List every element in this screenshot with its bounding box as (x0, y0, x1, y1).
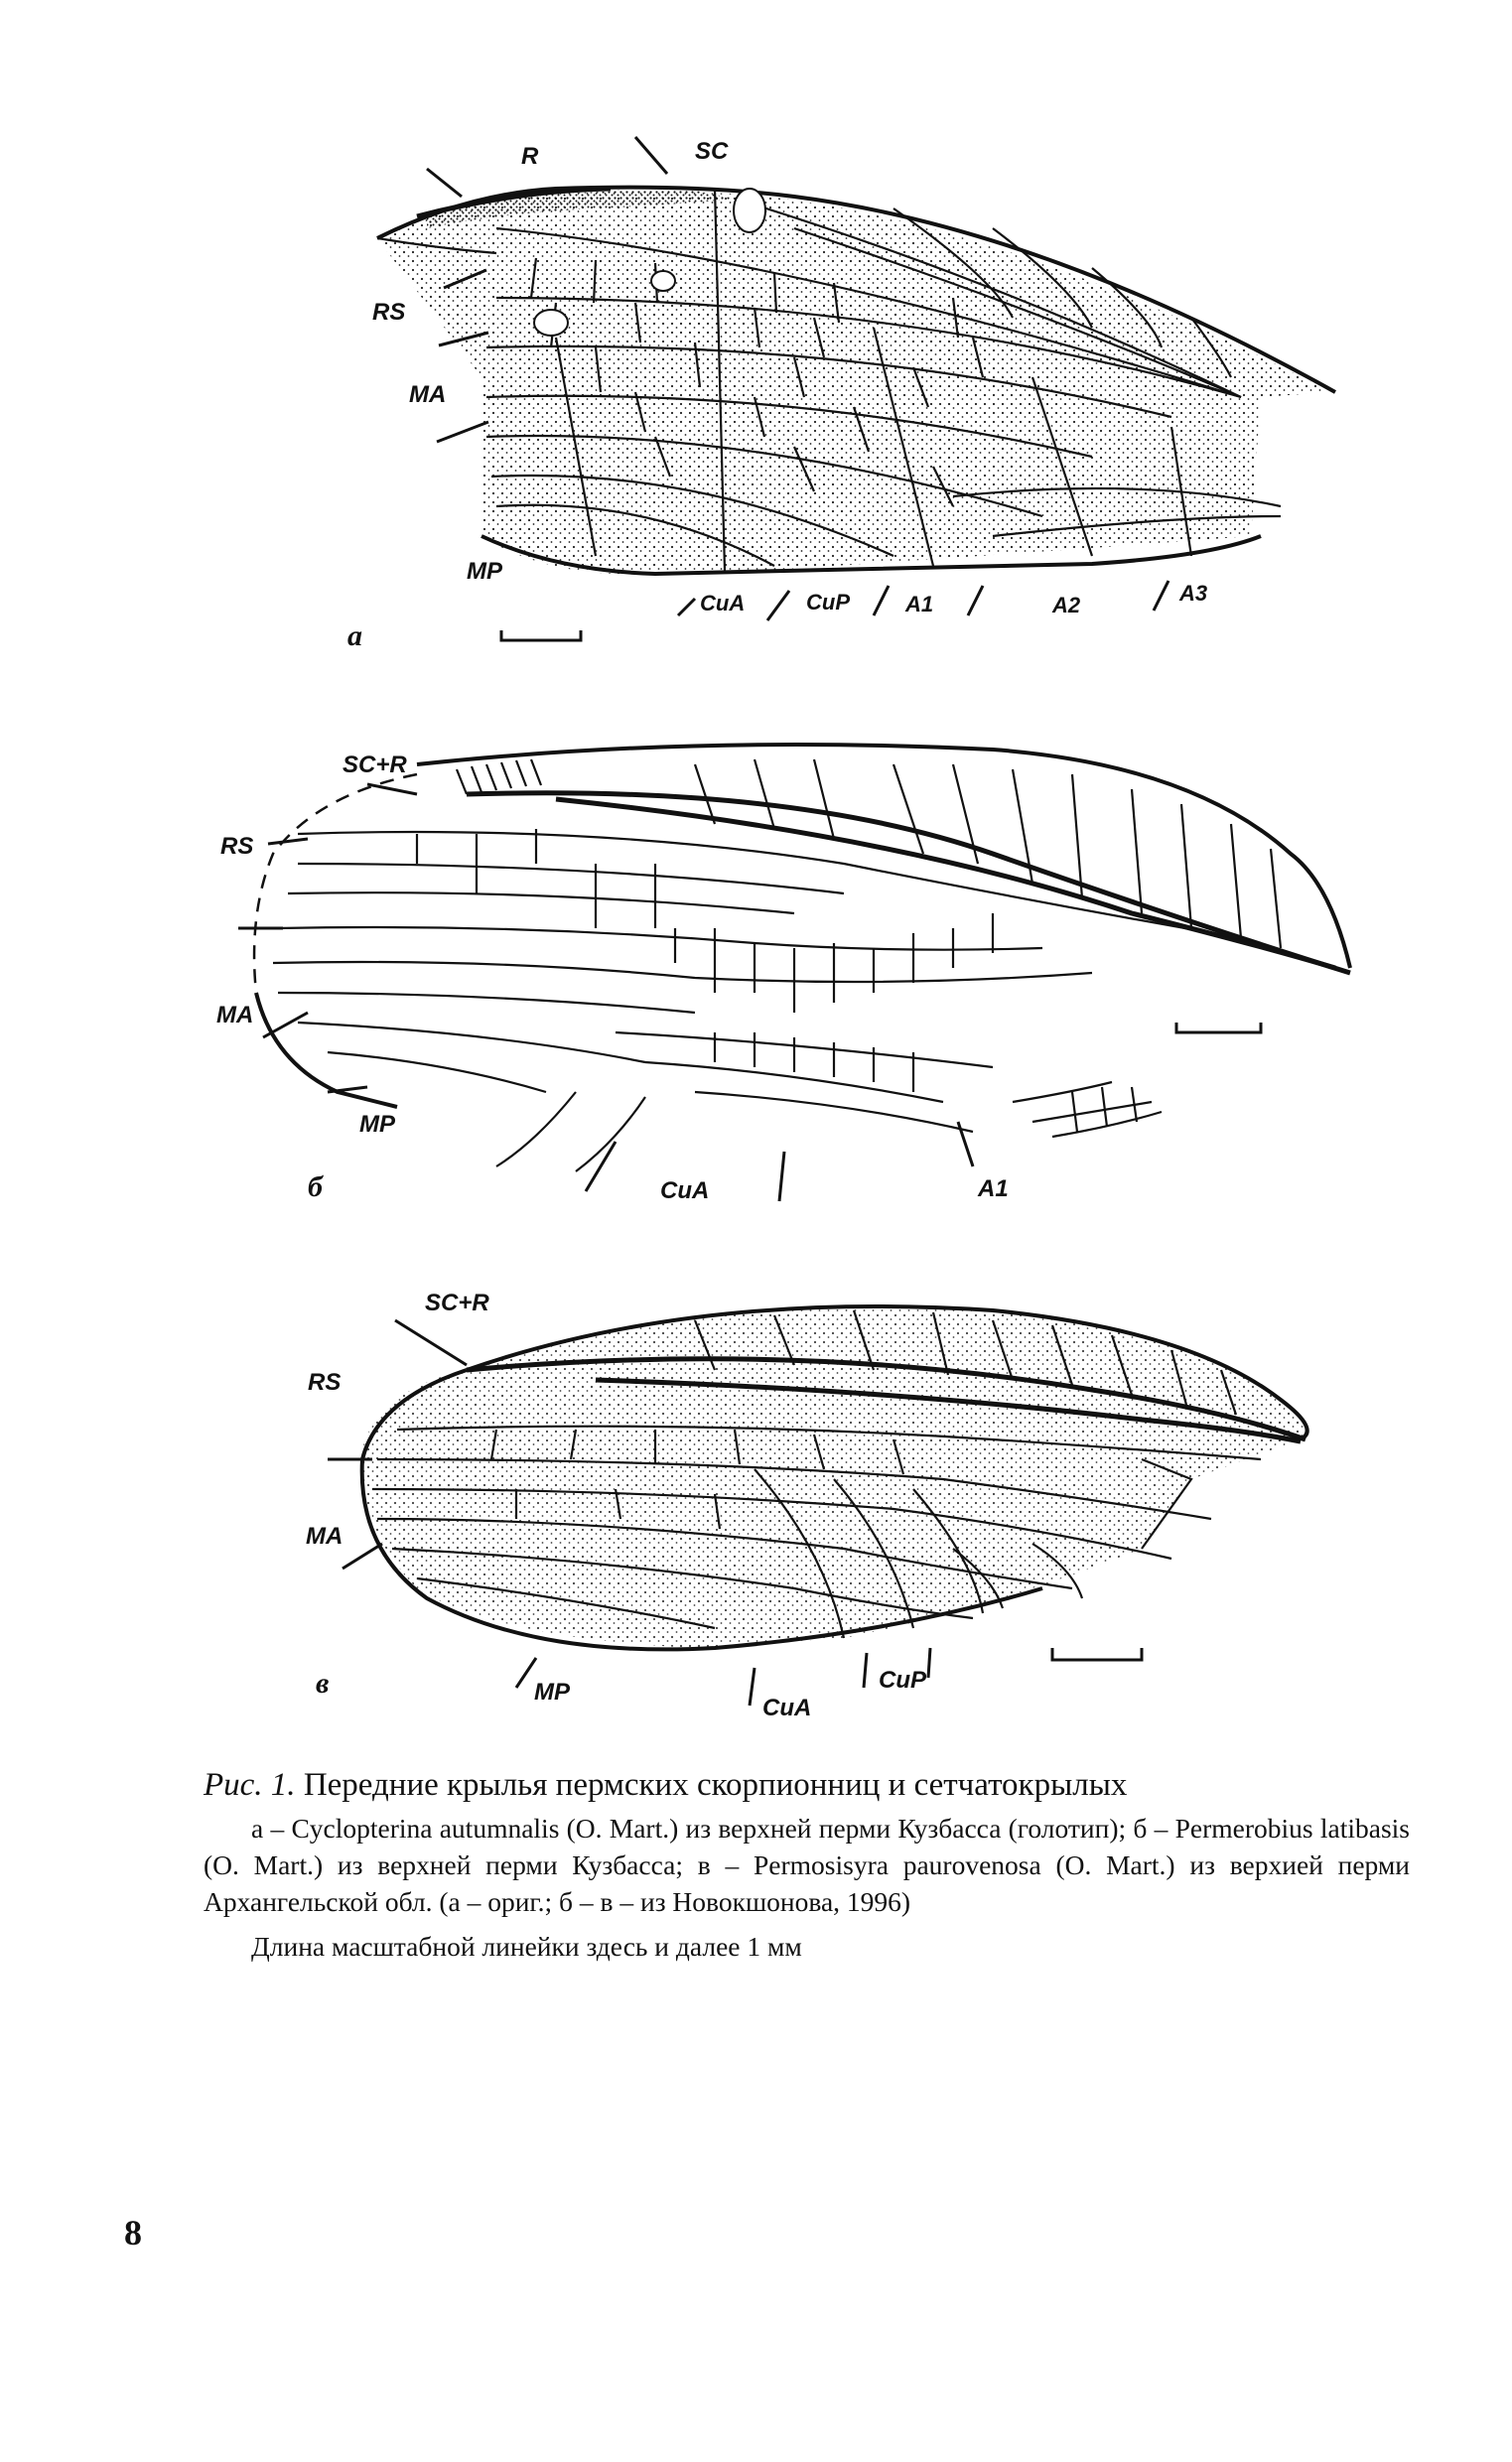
vein-label-r: R (521, 143, 539, 170)
vein-label-rs: RS (308, 1369, 342, 1396)
scale-bar-a (501, 630, 581, 640)
vein-label-cua: CuA (700, 591, 746, 616)
caption-title-line (204, 1767, 1410, 1804)
figure-caption (204, 1767, 1410, 1965)
wing-a-hole (534, 310, 568, 336)
page-number: 8 (124, 2213, 142, 2253)
panel-letter-a: а (347, 619, 362, 652)
caption-note: Длина масштабной линейки здесь и далее 1 мм (251, 1931, 802, 1962)
caption-label: Рис. 1. (204, 1767, 296, 1803)
vein-label-ma: MA (216, 1002, 254, 1028)
scale-bar-b (1176, 1023, 1261, 1032)
wing-panel-v (306, 1290, 1307, 1721)
vein-label-cua: CuA (762, 1695, 812, 1721)
vein-label-mp: MP (534, 1679, 570, 1706)
wing-b-veins (273, 759, 1350, 1171)
scale-bar-v (1052, 1648, 1142, 1660)
vein-label-a3: A3 (1179, 581, 1208, 606)
vein-label-rs: RS (372, 299, 406, 326)
vein-label-a1: A1 (905, 592, 934, 616)
wing-a-hole (734, 189, 765, 232)
wing-panel-b (216, 745, 1350, 1204)
panel-letter-v: в (316, 1667, 330, 1700)
vein-label-mp: MP (467, 558, 502, 585)
vein-label-sc-r: SC+R (343, 752, 407, 778)
vein-label-sc-r: SC+R (425, 1290, 489, 1316)
vein-label-ma: MA (409, 381, 447, 408)
wing-b-outline-dashed (254, 774, 417, 993)
caption-body: а – Cyclopterina autumnalis (O. Mart.) из верхней перми Кузбасса (голотип); б – Permerobius latibasis (O. Mart.) из верхней перми Кузбасса; в – Permosisyra paurovenosa (O. Mart.) из верхией перми Архангельской обл. (а – ориг.; б – в – из Новокшонова, 1996) (204, 1813, 1410, 1917)
vein-label-cup: CuP (806, 590, 850, 615)
wing-panel-a (347, 137, 1335, 652)
vein-label-ma: MA (306, 1523, 344, 1550)
vein-label-a2: A2 (1052, 593, 1081, 617)
caption-title: Передние крылья пермских скорпионниц и сетчатокрылых (303, 1767, 1128, 1803)
vein-label-cup: CuP (879, 1667, 926, 1694)
panel-letter-b: б (308, 1170, 323, 1203)
vein-label-a1: A1 (978, 1175, 1009, 1202)
vein-label-cua: CuA (660, 1177, 710, 1204)
vein-label-mp: MP (359, 1111, 395, 1138)
vein-label-rs: RS (220, 833, 254, 860)
wing-a-hole (651, 271, 675, 291)
vein-label-sc: SC (695, 138, 729, 165)
